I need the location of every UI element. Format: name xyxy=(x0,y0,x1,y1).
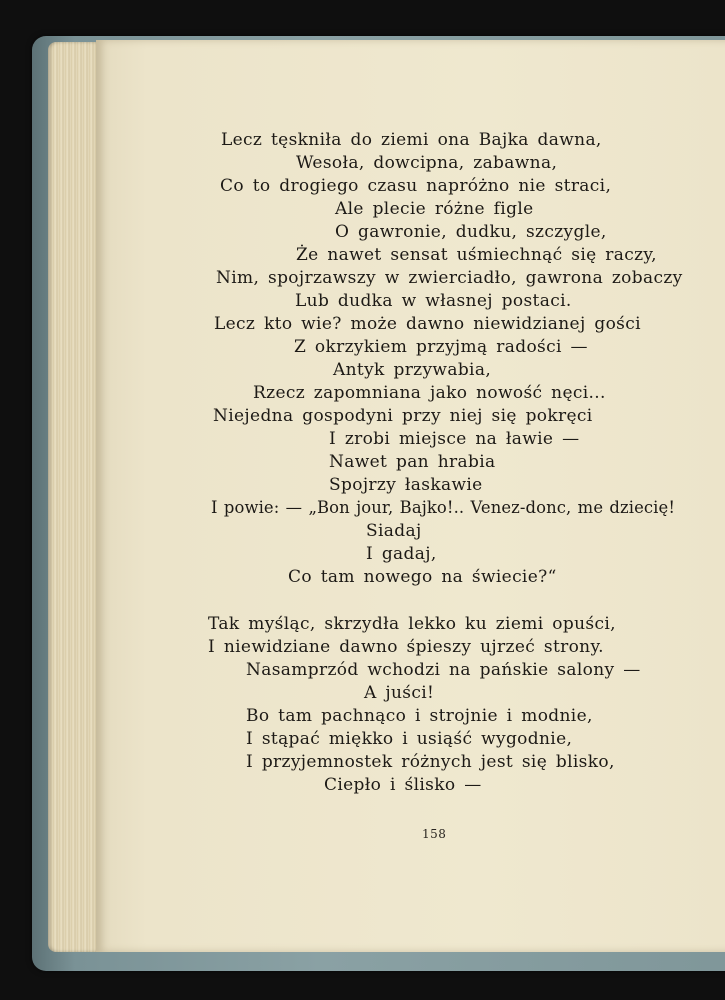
poem-line: Co tam nowego na świecie?“ xyxy=(288,567,557,587)
poem-line: Antyk przywabia, xyxy=(333,360,492,380)
poem-line: Że nawet sensat uśmiechnąć się raczy, xyxy=(296,245,657,265)
poem-line: I gadaj, xyxy=(366,544,437,564)
poem-line: I stąpać miękko i usiąść wygodnie, xyxy=(246,729,573,749)
poem-line: Siadaj xyxy=(366,521,422,541)
poem-line: Ciepło i ślisko — xyxy=(324,775,482,795)
poem-line: Wesoła, dowcipna, zabawna, xyxy=(296,153,558,173)
poem-line: Lecz kto wie? może dawno niewidzianej gości xyxy=(214,314,641,334)
poem-line: O gawronie, dudku, szczygle, xyxy=(335,222,607,242)
poem-line: Co to drogiego czasu napróżno nie straci, xyxy=(220,176,612,196)
poem-line: Ale plecie różne figle xyxy=(335,199,534,219)
poem-line: Nim, spojrzawszy w zwierciadło, gawrona zobaczy xyxy=(216,268,683,288)
poem-line: Lecz tęskniła do ziemi ona Bajka dawna, xyxy=(221,130,602,150)
poem-line: Rzecz zapomniana jako nowość nęci... xyxy=(253,383,606,403)
book-page xyxy=(96,40,725,952)
poem-line: Lub dudka w własnej postaci. xyxy=(295,291,572,311)
poem-line: Nasamprzód wchodzi na pańskie salony — xyxy=(246,660,641,680)
poem-line: Spojrzy łaskawie xyxy=(329,475,483,495)
poem-line: I niewidziane dawno śpieszy ujrzeć strony. xyxy=(208,637,604,657)
page-number: 158 xyxy=(422,827,447,841)
poem-line: I zrobi miejsce na ławie — xyxy=(329,429,580,449)
poem-line: A juści! xyxy=(364,683,435,703)
poem-line: I powie: — „Bon jour, Bajko!.. Venez-donc, me dziecię! xyxy=(211,498,676,517)
poem-line: Niejedna gospodyni przy niej się pokręci xyxy=(213,406,593,426)
poem-line: Z okrzykiem przyjmą radości — xyxy=(294,337,588,357)
poem-line: Bo tam pachnąco i strojnie i modnie, xyxy=(246,706,593,726)
poem-line: I przyjemnostek różnych jest się blisko, xyxy=(246,752,615,772)
poem-line: Nawet pan hrabia xyxy=(329,452,496,472)
poem-line: Tak myśląc, skrzydła lekko ku ziemi opuści, xyxy=(208,614,616,634)
